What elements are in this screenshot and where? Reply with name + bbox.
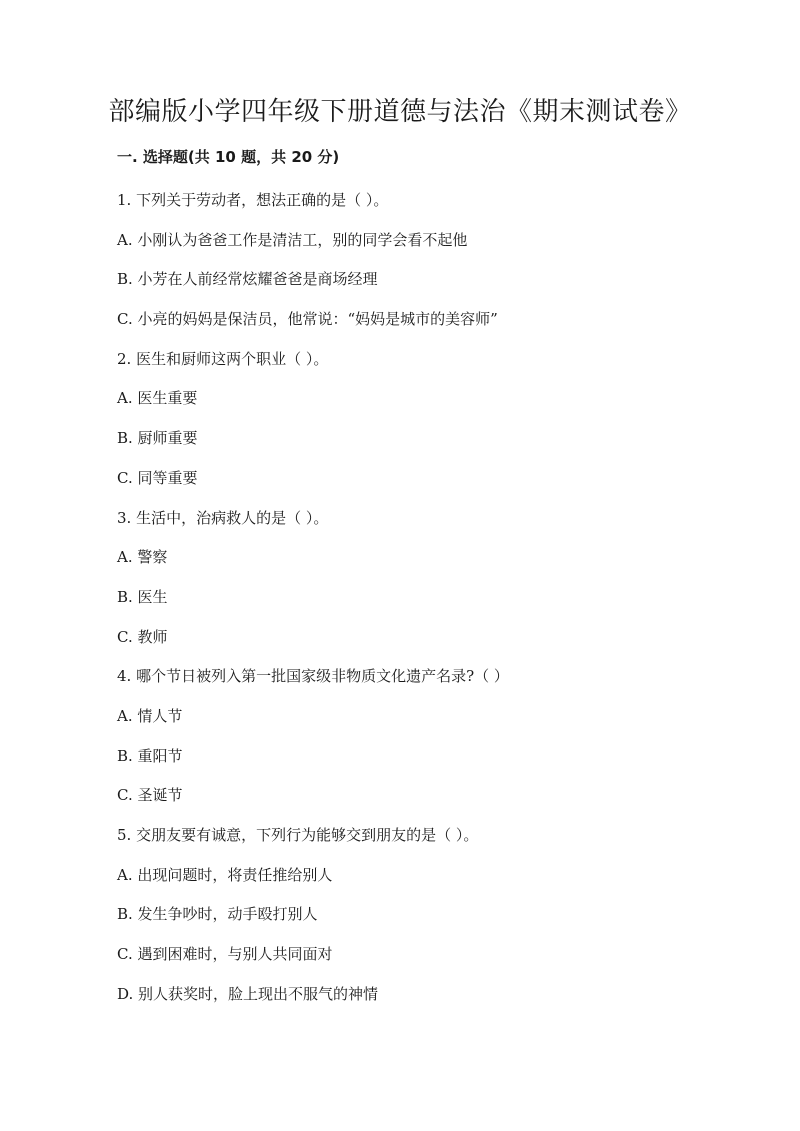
question-stem: 1. 下列关于劳动者，想法正确的是（ ）。 (117, 191, 389, 209)
question-stem: 2. 医生和厨师这两个职业（ ）。 (117, 349, 329, 368)
answer-option: A. 情人节 (117, 706, 183, 725)
answer-option: C. 圣诞节 (117, 786, 183, 805)
question-stem: 4. 哪个节日被列入第一批国家级非物质文化遗产名录?（ ） (117, 667, 509, 686)
answer-option: A. 小刚认为爸爸工作是清洁工，别的同学会看不起他 (117, 230, 468, 249)
answer-option: A. 警察 (117, 548, 168, 567)
exam-title: 部编版小学四年级下册道德与法治《期末测试卷》 (108, 97, 692, 127)
answer-option: C. 同等重要 (117, 468, 198, 487)
answer-option: C. 教师 (117, 627, 168, 646)
answer-option: C. 遇到困难时，与别人共同面对 (117, 945, 333, 964)
answer-option: B. 发生争吵时，动手殴打别人 (117, 905, 318, 924)
answer-option: A. 出现问题时，将责任推给别人 (117, 865, 333, 884)
answer-option: C. 小亮的妈妈是保洁员，他常说：“妈妈是城市的美容师” (117, 310, 498, 329)
answer-option: A. 医生重要 (117, 389, 198, 408)
answer-option: B. 医生 (117, 587, 168, 606)
answer-option: B. 厨师重要 (117, 429, 198, 448)
question-list (117, 187, 737, 1020)
answer-option: B. 重阳节 (117, 746, 183, 765)
answer-option: B. 小芳在人前经常炫耀爸爸是商场经理 (117, 270, 378, 289)
section-heading: 一. 选择题(共 10 题，共 20 分) (117, 148, 340, 166)
answer-option: D. 别人获奖时，脸上现出不服气的神情 (117, 984, 379, 1003)
question-stem: 5. 交朋友要有诚意，下列行为能够交到朋友的是（ ）。 (117, 826, 479, 844)
question-stem: 3. 生活中，治病救人的是（ ）。 (117, 508, 329, 527)
